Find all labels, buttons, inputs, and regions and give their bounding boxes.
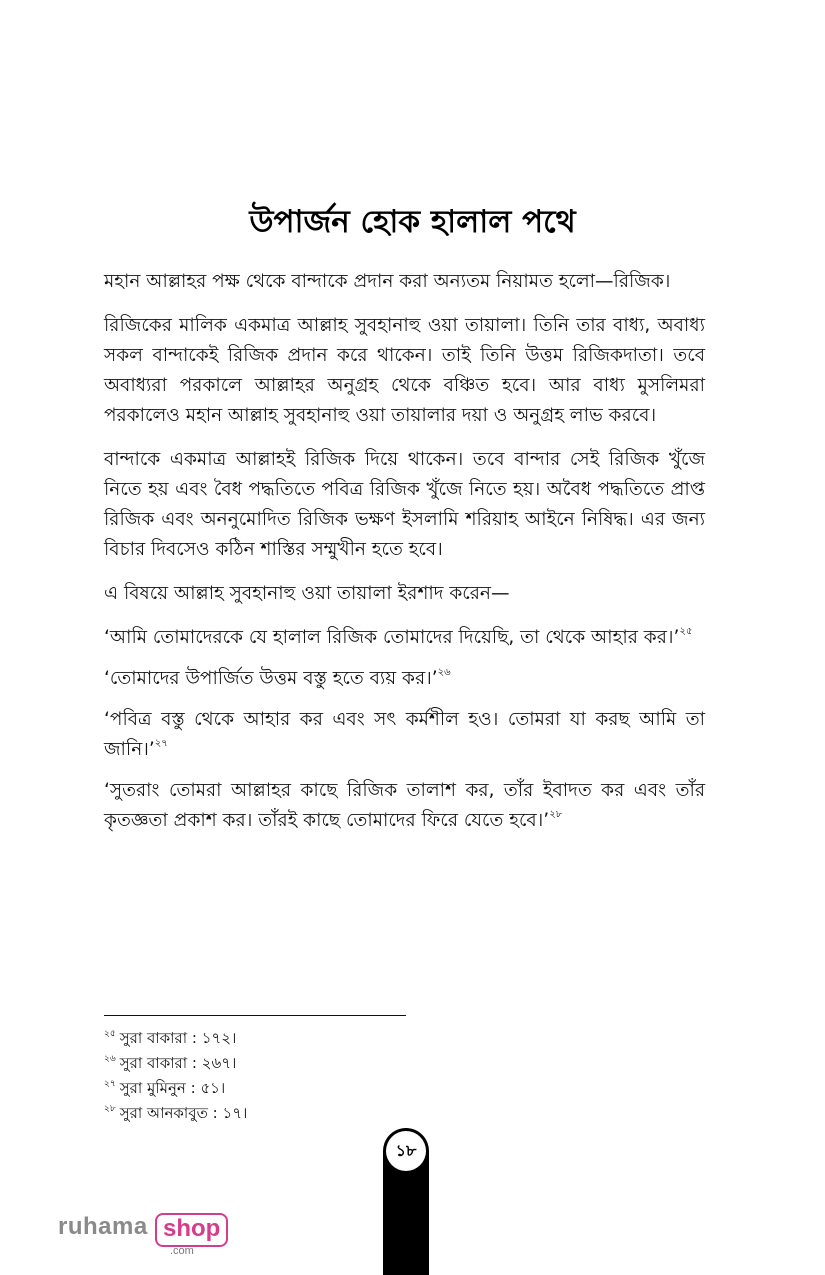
footnote-text: সুরা বাকারা : ২৬৭। [119, 1054, 237, 1072]
footnote-item [104, 1076, 504, 1101]
quote-2 [104, 664, 705, 694]
quote-text: ‘সুতরাং তোমরা আল্লাহর কাছে রিজিক তালাশ কর, তাঁর ইবাদত কর এবং তাঁর কৃতজ্ঞতা প্রকাশ কর। তাঁরই কাছে তোমাদের ফিরে যেতে হবে।’ [104, 780, 705, 831]
footnote-ref: ২৫ [679, 626, 693, 637]
footnote-item [104, 1051, 504, 1076]
footnotes [104, 1026, 504, 1126]
footnote-text: সুরা আনকাবুত : ১৭। [119, 1104, 248, 1122]
ruhamashop-logo [58, 1211, 228, 1261]
quote-4 [104, 776, 705, 836]
logo-brand-text: ruhama [58, 1213, 148, 1240]
paragraph-halal-search: বান্দাকে একমাত্র আল্লাহই রিজিক দিয়ে থাকেন। তবে বান্দার সেই রিজিক খুঁজে নিতে হয় এবং বৈধ পদ্ধতিতে পবিত্র রিজিক খুঁজে নিতে হয়। অবৈধ পদ্ধতিতে প্রাপ্ত রিজিক এবং অননুমোদিত রিজিক ভক্ষণ ইসলামি শরিয়াহ আইনে নিষিদ্ধ। এর জন্য বিচার দিবসেও কঠিন শাস্তির সম্মুখীন হতে হবে। [104, 449, 705, 560]
footnote-number: ২৬ [104, 1054, 116, 1064]
footnote-text: সুরা বাকারা : ১৭২। [119, 1029, 237, 1047]
page-number-tab [383, 1128, 429, 1275]
footnote-item [104, 1101, 504, 1126]
quote-text: ‘পবিত্র বস্তু থেকে আহার কর এবং সৎ কর্মশীল হও। তোমরা যা করছ আমি তা জানি।’ [104, 709, 705, 760]
chapter-title: উপার্জন হোক হালাল পথে [249, 204, 576, 240]
quote-1 [104, 623, 705, 653]
footnote-item [104, 1026, 504, 1051]
footnote-number: ২৭ [104, 1079, 116, 1089]
logo-shop-badge: shop [155, 1213, 228, 1247]
footnote-text: সুরা মুমিনুন : ৫১। [119, 1079, 226, 1097]
quote-text: ‘তোমাদের উপার্জিত উত্তম বস্তু হতে ব্যয় কর।’ [104, 668, 438, 689]
logo-domain-text: .com [170, 1245, 194, 1257]
paragraph-intro: মহান আল্লাহর পক্ষ থেকে বান্দাকে প্রদান করা অন্যতম নিয়ামত হলো—রিজিক। [104, 271, 671, 292]
body-text [104, 267, 705, 847]
footnote-number: ২৮ [104, 1104, 116, 1114]
footnote-ref: ২৬ [437, 667, 451, 678]
quote-text: ‘আমি তোমাদেরকে যে হালাল রিজিক তোমাদের দিয়েছি, তা থেকে আহার কর।’ [104, 627, 680, 648]
paragraph-rizq-owner: রিজিকের মালিক একমাত্র আল্লাহ সুবহানাহু ওয়া তায়ালা। তিনি তার বাধ্য, অবাধ্য সকল বান্দাকেই রিজিক প্রদান করে থাকেন। তাই তিনি উত্তম রিজিকদাতা। তবে অবাধ্যরা পরকালে আল্লাহর অনুগ্রহ থেকে বঞ্চিত হবে। আর বাধ্য মুসলিমরা পরকালেও মহান আল্লাহ সুবহানাহু ওয়া তায়ালার দয়া ও অনুগ্রহ লাভ করবে। [104, 315, 705, 426]
footnote-divider [104, 1015, 406, 1016]
paragraph-quran-intro: এ বিষয়ে আল্লাহ সুবহানাহু ওয়া তায়ালা ইরশাদ করেন— [104, 583, 510, 604]
quote-3 [104, 705, 705, 765]
footnote-number: ২৫ [104, 1029, 116, 1039]
page-number: ১৮ [386, 1131, 426, 1171]
footnote-ref: ২৮ [549, 809, 563, 820]
footnote-ref: ২৭ [154, 738, 168, 749]
